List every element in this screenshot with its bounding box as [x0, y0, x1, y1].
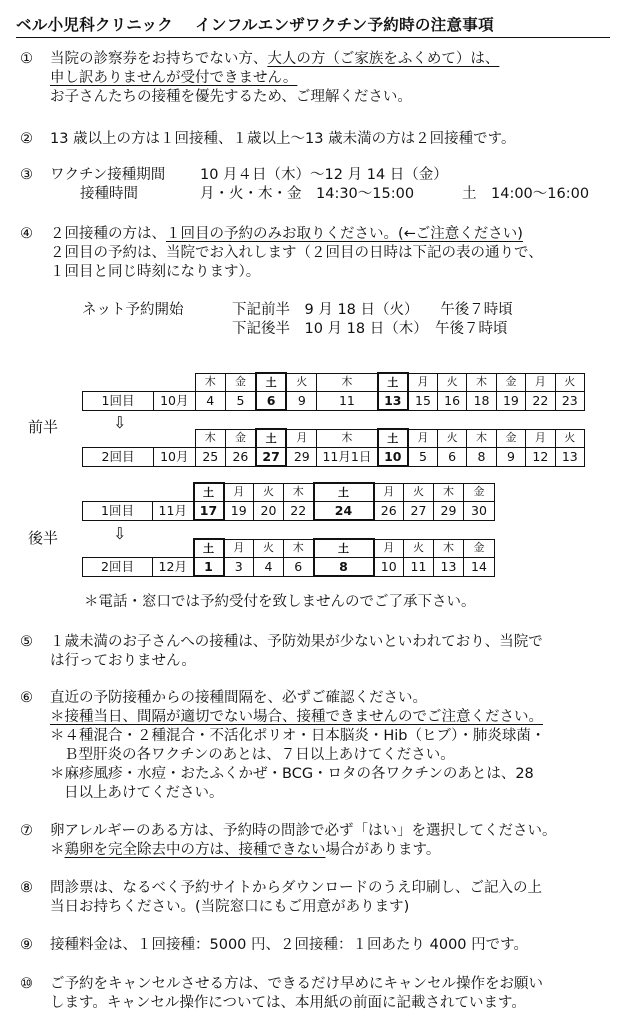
- calendar-cell: 火: [254, 539, 284, 558]
- calendar-cell: 11: [317, 392, 378, 411]
- first-half-label: 前半: [28, 418, 59, 436]
- notice-6-text-3: ＊４種混合・２種混合・不活化ポリオ・日本脳炎・Hib（ヒブ）・肺炎球菌・: [50, 728, 546, 744]
- notice-3: [20, 166, 610, 204]
- calendar-cell: 10月: [153, 392, 195, 411]
- calendar-cell: 4: [254, 558, 284, 577]
- arrow-down-icon: ⇩: [113, 413, 127, 432]
- calendar-cell: 27: [256, 448, 286, 467]
- calendar-cell: 金: [496, 429, 525, 448]
- title-subject: インフルエンザワクチン予約時の注意事項: [195, 16, 494, 34]
- calendar-cell: 15: [408, 392, 437, 411]
- calendar-cell: 24: [314, 502, 374, 521]
- calendar-cell: 26: [374, 502, 404, 521]
- notice-9-text: 接種料金は、１回接種：5000 円、２回接種：１回あたり 4000 円です。: [50, 937, 528, 953]
- calendar-cell: 木: [284, 539, 314, 558]
- calendar-cell: 13: [378, 392, 408, 411]
- notice-8-text: 問診票は、なるべく予約サイトからダウンロードのうえ印刷し、ご記入の上: [50, 880, 542, 896]
- calendar-cell: 9: [286, 392, 316, 411]
- item-number: ①: [20, 51, 33, 67]
- notice-4: [20, 225, 610, 282]
- calendar-cell: 木: [284, 483, 314, 502]
- calendar-cell: 16: [437, 392, 466, 411]
- notice-4-underline: １回目の予約のみお取りください。(←ご注意ください): [166, 226, 523, 242]
- calendar-second-half: [82, 482, 495, 577]
- first-dose-row: [83, 392, 585, 411]
- calendar-cell: 木: [434, 483, 464, 502]
- dow-row: [83, 429, 585, 448]
- calendar-cell: 17: [194, 502, 224, 521]
- period-value: 10 月４日（木）〜12 月 14 日（金）: [200, 167, 448, 183]
- calendar-cell: 29: [286, 448, 316, 467]
- calendar-cell: 月: [374, 483, 404, 502]
- calendar-cell: 8: [314, 558, 374, 577]
- notice-7: [20, 822, 610, 860]
- calendar-cell: 22: [284, 502, 314, 521]
- calendar-cell: 29: [434, 502, 464, 521]
- notice-4-text-3: １回目と同じ時刻になります）。: [50, 264, 261, 280]
- calendar-cell: 土: [314, 483, 374, 502]
- calendar-cell: 月: [526, 429, 555, 448]
- calendar-cell: 土: [194, 539, 224, 558]
- calendar-cell: 火: [254, 483, 284, 502]
- calendar-cell: 9: [496, 448, 525, 467]
- clinic-name: ベル小児科クリニック: [16, 16, 174, 34]
- notice-5: [20, 633, 610, 671]
- notice-1-underline: 大人の方（ご家族をふくめて）は、: [267, 51, 500, 67]
- calendar-cell: 木: [317, 429, 378, 448]
- notice-4-text: ２回接種の方は、: [50, 226, 166, 242]
- calendar-cell: 12: [526, 448, 555, 467]
- calendar-cell: 土: [378, 373, 408, 392]
- item-number: ③: [20, 167, 33, 183]
- calendar-cell: 13: [555, 448, 584, 467]
- calendar-cell: 木: [195, 429, 225, 448]
- calendar-cell: 土: [256, 373, 286, 392]
- notice-5-text: １歳未満のお子さんへの接種は、予防効果が少ないといわれており、当院で: [50, 634, 543, 650]
- calendar-cell: 6: [284, 558, 314, 577]
- notice-6: [20, 689, 610, 803]
- notice-9: [20, 936, 610, 955]
- dow-row: [83, 483, 495, 502]
- calendar-cell: 2回目: [83, 558, 153, 577]
- net-label: ネット予約開始: [82, 302, 184, 318]
- calendar-cell: 金: [225, 373, 255, 392]
- calendar-cell: 金: [225, 429, 255, 448]
- notice-2: [20, 130, 610, 149]
- calendar-cell: 11月: [153, 502, 194, 521]
- calendar-cell: 18: [467, 392, 496, 411]
- net-reservation: [82, 301, 602, 339]
- item-number: ⑧: [20, 880, 33, 896]
- calendar-cell: 金: [496, 373, 525, 392]
- calendar-cell: 19: [496, 392, 525, 411]
- calendar-cell: 火: [437, 373, 466, 392]
- calendar-cell: 火: [404, 483, 434, 502]
- calendar-cell: 金: [464, 539, 495, 558]
- notice-7-text: 卵アレルギーのある方は、予約時の問診で必ず「はい」を選択してください。: [50, 823, 557, 839]
- arrow-down-icon: ⇩: [113, 524, 127, 543]
- notice-6-text-6: 日以上あけてください。: [64, 785, 224, 801]
- time-weekday: 月・火・木・金 14:30〜15:00: [200, 186, 415, 202]
- net-first-half: 下記前半 9 月 18 日（火） 午後７時頃: [232, 302, 513, 318]
- second-half-label: 後半: [28, 529, 59, 547]
- notice-5-text-2: は行っておりません。: [50, 653, 196, 669]
- calendar-cell: 月: [286, 429, 316, 448]
- item-number: ⑤: [20, 634, 33, 650]
- calendar-cell: 27: [404, 502, 434, 521]
- first-dose-row: [83, 502, 495, 521]
- notice-10-text: ご予約をキャンセルさせる方は、できるだけ早めにキャンセル操作をお願い: [50, 976, 543, 992]
- time-label: 接種時間: [80, 186, 138, 202]
- notice-8: [20, 879, 610, 917]
- calendar-cell: 月: [224, 539, 254, 558]
- calendar-cell: 30: [464, 502, 495, 521]
- item-number: ④: [20, 226, 33, 242]
- calendar-cell: 4: [195, 392, 225, 411]
- notice-1-underline-2: 申し訳ありませんが受付できません。: [50, 70, 298, 86]
- calendar-note: ＊電話・窓口では予約受付を致しませんのでご了承下さい。: [84, 594, 476, 610]
- calendar-cell: 10: [378, 448, 408, 467]
- notice-4-text-2: ２回目の予約は、当院でお入れします（２回目の日時は下記の表の通りで、: [50, 245, 543, 261]
- item-number: ②: [20, 131, 33, 147]
- dow-row: [83, 373, 585, 392]
- notice-6-underline: ＊接種当日、間隔が適切でない場合、接種できませんのでご注意ください。: [50, 709, 543, 725]
- notice-7-text-2: 場合があります。: [325, 842, 441, 858]
- calendar-cell: 土: [378, 429, 408, 448]
- calendar-cell: 5: [408, 448, 437, 467]
- net-second-half: 下記後半 10 月 18 日（木） 午後７時頃: [232, 321, 508, 337]
- calendar-cell: 6: [437, 448, 466, 467]
- calendar-cell: 木: [317, 373, 378, 392]
- notice-1: [20, 50, 610, 107]
- calendar-cell: 1回目: [83, 392, 154, 411]
- notice-10-text-2: します。キャンセル操作については、本用紙の前面に記載されています。: [50, 995, 526, 1011]
- notice-2-text: 13 歳以上の方は１回接種、１歳以上〜13 歳未満の方は２回接種です。: [50, 131, 516, 147]
- calendar-cell: 10月: [153, 448, 195, 467]
- calendar-cell: 土: [194, 483, 224, 502]
- calendar-cell: 20: [254, 502, 284, 521]
- calendar-cell: 土: [314, 539, 374, 558]
- calendar-cell: 3: [224, 558, 254, 577]
- calendar-cell: 11月1日: [317, 448, 378, 467]
- notice-1-text-3: お子さんたちの接種を優先するため、ご理解ください。: [50, 89, 412, 105]
- calendar-cell: 月: [374, 539, 404, 558]
- period-label: ワクチン接種期間: [50, 167, 166, 183]
- calendar-cell: 木: [467, 429, 496, 448]
- calendar-cell: 月: [408, 429, 437, 448]
- calendar-cell: 月: [526, 373, 555, 392]
- calendar-cell: 12月: [153, 558, 194, 577]
- dow-row: [83, 539, 495, 558]
- calendar-cell: 23: [555, 392, 584, 411]
- notice-6-text-4: Ｂ型肝炎の各ワクチンのあとは、７日以上あけてください。: [64, 747, 455, 763]
- notice-6-text: 直近の予防接種からの接種間隔を、必ずご確認ください。: [50, 690, 427, 706]
- notice-10: [20, 975, 610, 1013]
- calendar-cell: 火: [404, 539, 434, 558]
- calendar-cell: 6: [256, 392, 286, 411]
- item-number: ⑨: [20, 937, 33, 953]
- time-saturday: 土 14:00〜16:00: [462, 186, 590, 202]
- asterisk: ＊: [50, 842, 65, 858]
- calendar-cell: 木: [434, 539, 464, 558]
- calendar-cell: 26: [225, 448, 255, 467]
- calendar-cell: 19: [224, 502, 254, 521]
- calendar-cell: 25: [195, 448, 225, 467]
- calendar-cell: 土: [256, 429, 286, 448]
- calendar-cell: 金: [464, 483, 495, 502]
- calendar-cell: 22: [526, 392, 555, 411]
- item-number: ⑥: [20, 690, 33, 706]
- notice-7-underline: 鶏卵を完全除去中の方は、接種できない: [64, 842, 326, 858]
- calendar-cell: 木: [195, 373, 225, 392]
- second-dose-row: [83, 558, 495, 577]
- item-number: ⑩: [20, 976, 33, 992]
- calendar-cell: 火: [286, 373, 316, 392]
- calendar-cell: 10: [374, 558, 404, 577]
- calendar-cell: 14: [464, 558, 495, 577]
- calendar-first-half: [82, 372, 585, 467]
- calendar-cell: 1: [194, 558, 224, 577]
- calendar-cell: 2回目: [83, 448, 154, 467]
- calendar-cell: 13: [434, 558, 464, 577]
- calendar-cell: 11: [404, 558, 434, 577]
- notice-6-text-5: ＊麻疹風疹・水痘・おたふくかぜ・BCG・ロタの各ワクチンのあとは、28: [50, 766, 534, 782]
- calendar-cell: 月: [408, 373, 437, 392]
- calendar-cell: 1回目: [83, 502, 153, 521]
- calendar-cell: 火: [555, 429, 584, 448]
- calendar-cell: 5: [225, 392, 255, 411]
- notice-1-text: 当院の診察券をお持ちでない方、: [50, 51, 268, 67]
- calendar-cell: 火: [437, 429, 466, 448]
- notice-8-text-2: 当日お持ちください。(当院窓口にもご用意があります): [50, 899, 410, 915]
- page-title: [16, 13, 610, 38]
- second-dose-row: [83, 448, 585, 467]
- calendar-cell: 木: [467, 373, 496, 392]
- calendar-cell: 月: [224, 483, 254, 502]
- calendar-cell: 8: [467, 448, 496, 467]
- calendar-cell: 火: [555, 373, 584, 392]
- item-number: ⑦: [20, 823, 33, 839]
